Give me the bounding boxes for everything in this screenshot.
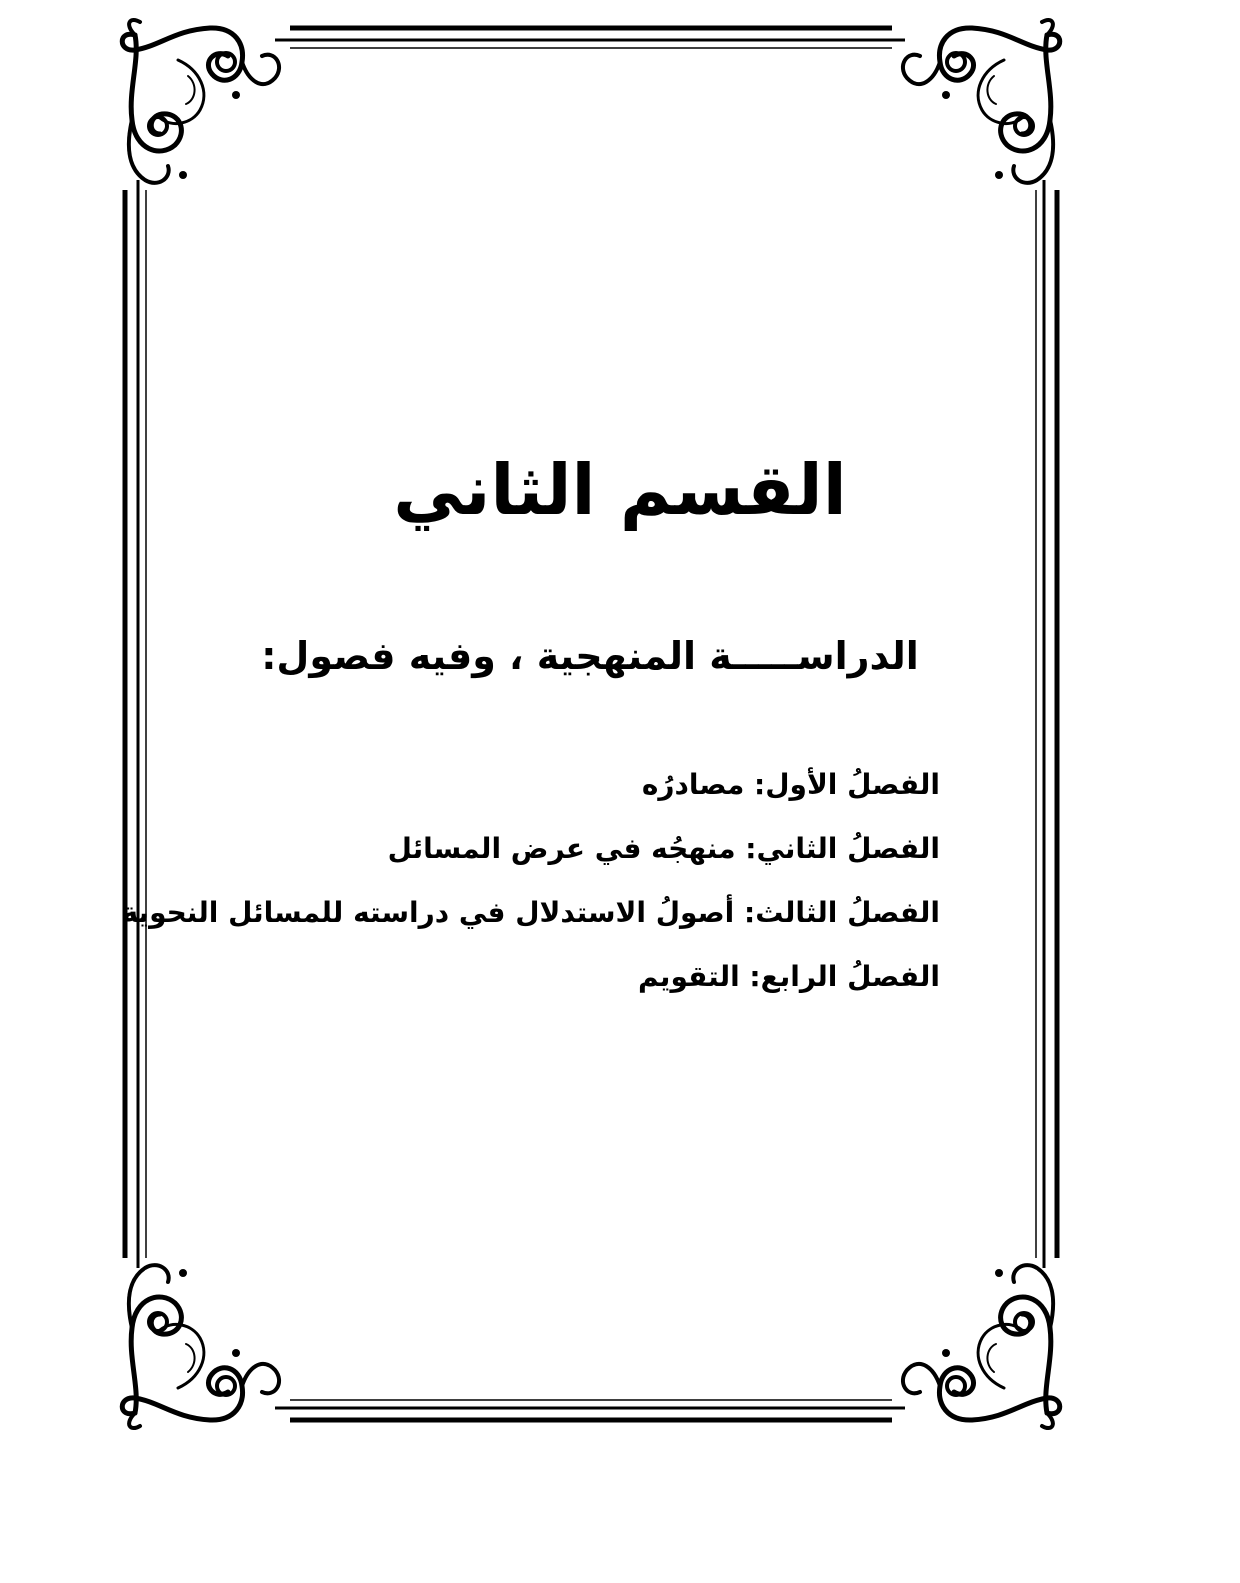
frame-innermost-border bbox=[146, 48, 1036, 1400]
chapter-item-3: الفصلُ الثالث: أصولُ الاستدلال في دراسته للمسائل النحوية bbox=[121, 896, 940, 929]
chapter-item-4: الفصلُ الرابع: التقويم bbox=[637, 960, 940, 993]
chapter-item-2: الفصلُ الثاني: منهجُه في عرض المسائل bbox=[387, 832, 940, 865]
chapter-item-1: الفصلُ الأول: مصادرُه bbox=[641, 768, 940, 801]
section-title: القسم الثاني bbox=[393, 449, 847, 531]
chapter-list bbox=[122, 753, 940, 1009]
section-subtitle: الدراســـــة المنهجية ، وفيه فصول: bbox=[261, 634, 919, 678]
frame-outer-border bbox=[125, 28, 1057, 1420]
frame-inner-border bbox=[138, 40, 1044, 1408]
